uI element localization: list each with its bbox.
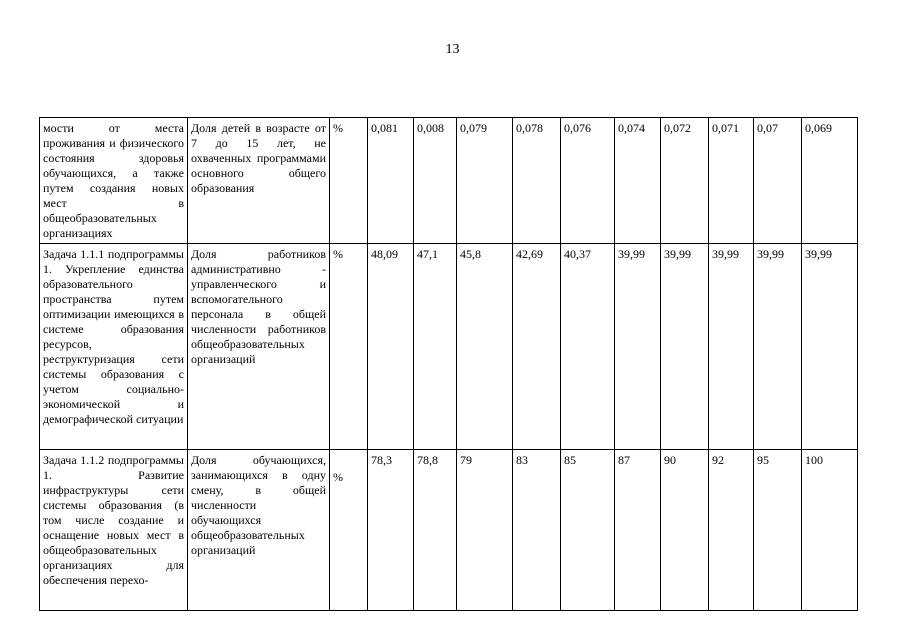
- value-cell: 78,8: [414, 450, 457, 611]
- value-cell: 85: [561, 450, 615, 611]
- value-cell: 78,3: [368, 450, 414, 611]
- value-cell: 0,078: [513, 118, 561, 244]
- value-cell: 39,99: [754, 244, 802, 450]
- value-cell: 47,1: [414, 244, 457, 450]
- value-cell: 0,074: [615, 118, 661, 244]
- value-cell: 39,99: [802, 244, 858, 450]
- task-cell: мости от места проживания и физического состояния здоровья обучающихся, а также путем создания новых мест в общеобразовательных организациях: [40, 118, 188, 244]
- value-cell: 83: [513, 450, 561, 611]
- value-cell: 45,8: [457, 244, 513, 450]
- value-cell: 39,99: [709, 244, 754, 450]
- table-row: [40, 244, 858, 450]
- value-cell: 0,071: [709, 118, 754, 244]
- value-cell: 48,09: [368, 244, 414, 450]
- table-row: [40, 118, 858, 244]
- value-cell: 100: [802, 450, 858, 611]
- value-cell: 0,008: [414, 118, 457, 244]
- page-number: 13: [445, 42, 460, 57]
- value-cell: 0,079: [457, 118, 513, 244]
- indicator-cell: Доля работников административно - управленческого и вспомогательного персонала в общей численности работников общеобразовательных организаций: [188, 244, 330, 450]
- value-cell: 39,99: [615, 244, 661, 450]
- value-cell: 0,072: [661, 118, 709, 244]
- unit-cell: %: [330, 118, 368, 244]
- value-cell: 92: [709, 450, 754, 611]
- value-cell: 0,07: [754, 118, 802, 244]
- value-cell: 39,99: [661, 244, 709, 450]
- value-cell: 42,69: [513, 244, 561, 450]
- value-cell: 90: [661, 450, 709, 611]
- unit-cell: %: [330, 244, 368, 450]
- value-cell: 40,37: [561, 244, 615, 450]
- value-cell: 0,081: [368, 118, 414, 244]
- indicator-cell: Доля детей в возрасте от 7 до 15 лет, не охваченных программами основного общего образования: [188, 118, 330, 244]
- task-cell: Задача 1.1.1 подпрограммы 1. Укрепление единства образовательного пространства путем оптимизации имеющихся в системе образования ресурсов, реструктуризация сети системы образования с учетом социально-экономической и демографической ситуации: [40, 244, 188, 450]
- task-cell: Задача 1.1.2 подпрограммы 1. Развитие инфраструктуры сети системы образования (в том числе создание и оснащение новых мест в общеобразовательных организациях для обеспечения перехо-: [40, 450, 188, 611]
- value-cell: 87: [615, 450, 661, 611]
- indicators-table: [39, 117, 858, 611]
- table-row: [40, 450, 858, 611]
- value-cell: 0,076: [561, 118, 615, 244]
- value-cell: 79: [457, 450, 513, 611]
- indicator-cell: Доля обучающихся, занимающихся в одну смену, в общей численности обучающихся общеобразовательных организаций: [188, 450, 330, 611]
- value-cell: 0,069: [802, 118, 858, 244]
- unit-cell: %: [330, 450, 368, 611]
- value-cell: 95: [754, 450, 802, 611]
